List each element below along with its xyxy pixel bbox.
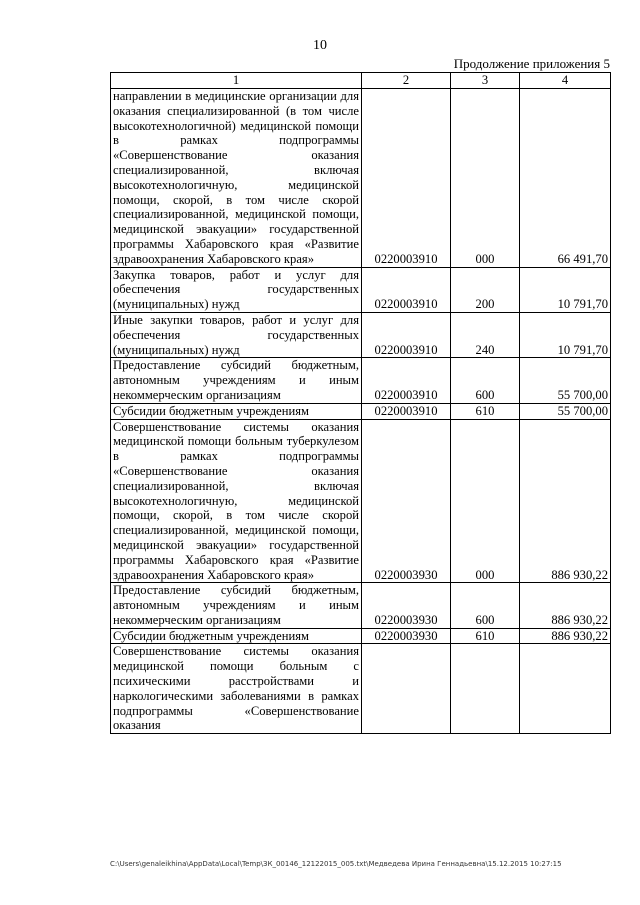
row-expense-type: 000 [451,419,520,583]
row-expense-type: 610 [451,403,520,419]
row-description: Закупка товаров, работ и услуг для обеспечения государственных (муниципальных) нужд [111,267,362,312]
column-header: 3 [451,73,520,89]
row-target-code: 0220003930 [362,583,451,628]
row-amount [520,644,611,734]
file-path-footer: C:\Users\genaleikhina\AppData\Local\Temp\ЗК_00146_12122015_005.txt\Медведева Ирина Геннадьевна\15.12.2015 10:27:15 [110,860,562,868]
table-row [111,419,611,583]
column-header: 4 [520,73,611,89]
row-target-code: 0220003910 [362,267,451,312]
row-description: Субсидии бюджетным учреждениям [111,403,362,419]
row-target-code: 0220003910 [362,358,451,403]
row-target-code: 0220003930 [362,419,451,583]
table-row [111,312,611,357]
row-target-code: 0220003910 [362,403,451,419]
table-row [111,628,611,644]
table-row [111,583,611,628]
column-header: 1 [111,73,362,89]
row-amount: 66 491,70 [520,89,611,268]
row-description: Совершенствование системы оказания медицинской помощи больным туберкулезом в рамках подпрограммы «Совершенствование оказания специализированной, включая высокотехнологичную, медицинской помощи, скорой, в том числе скорой специализированной, медицинской помощи, медицинской эвакуации» государственной программы Хабаровского края «Развитие здравоохранения Хабаровского края» [111,419,362,583]
row-expense-type: 600 [451,583,520,628]
row-expense-type: 600 [451,358,520,403]
row-expense-type: 240 [451,312,520,357]
row-description: Совершенствование системы оказания медицинской помощи больным с психическими расстройствами и наркологическими заболеваниями в рамках подпрограммы «Совершенствование оказания [111,644,362,734]
row-expense-type: 610 [451,628,520,644]
budget-table [110,72,611,734]
row-amount: 55 700,00 [520,358,611,403]
row-amount: 886 930,22 [520,419,611,583]
row-description: Предоставление субсидий бюджетным, автономным учреждениям и иным некоммерческим организациям [111,358,362,403]
row-amount: 886 930,22 [520,583,611,628]
row-amount: 10 791,70 [520,267,611,312]
row-target-code: 0220003930 [362,628,451,644]
row-expense-type [451,644,520,734]
table-row [111,89,611,268]
table-row [111,358,611,403]
row-target-code: 0220003910 [362,312,451,357]
row-description: Иные закупки товаров, работ и услуг для обеспечения государственных (муниципальных) нужд [111,312,362,357]
row-expense-type: 000 [451,89,520,268]
table-row [111,267,611,312]
row-target-code: 0220003910 [362,89,451,268]
row-amount: 10 791,70 [520,312,611,357]
page-number: 10 [313,38,327,53]
row-description: Предоставление субсидий бюджетным, автономным учреждениям и иным некоммерческим организациям [111,583,362,628]
table-row [111,403,611,419]
row-amount: 886 930,22 [520,628,611,644]
row-description: направлении в медицинские организации для оказания специализированной (в том числе высокотехнологичной) медицинской помощи в рамках подпрограммы «Совершенствование оказания специализированной, включая высокотехнологичную, медицинской помощи, скорой, в том числе скорой специализированной, медицинской помощи, медицинской эвакуации» государственной программы Хабаровского края «Развитие здравоохранения Хабаровского края» [111,89,362,268]
row-description: Субсидии бюджетным учреждениям [111,628,362,644]
table-header-row [111,73,611,89]
row-expense-type: 200 [451,267,520,312]
column-header: 2 [362,73,451,89]
appendix-label: Продолжение приложения 5 [453,56,610,71]
row-target-code [362,644,451,734]
table-row [111,644,611,734]
row-amount: 55 700,00 [520,403,611,419]
